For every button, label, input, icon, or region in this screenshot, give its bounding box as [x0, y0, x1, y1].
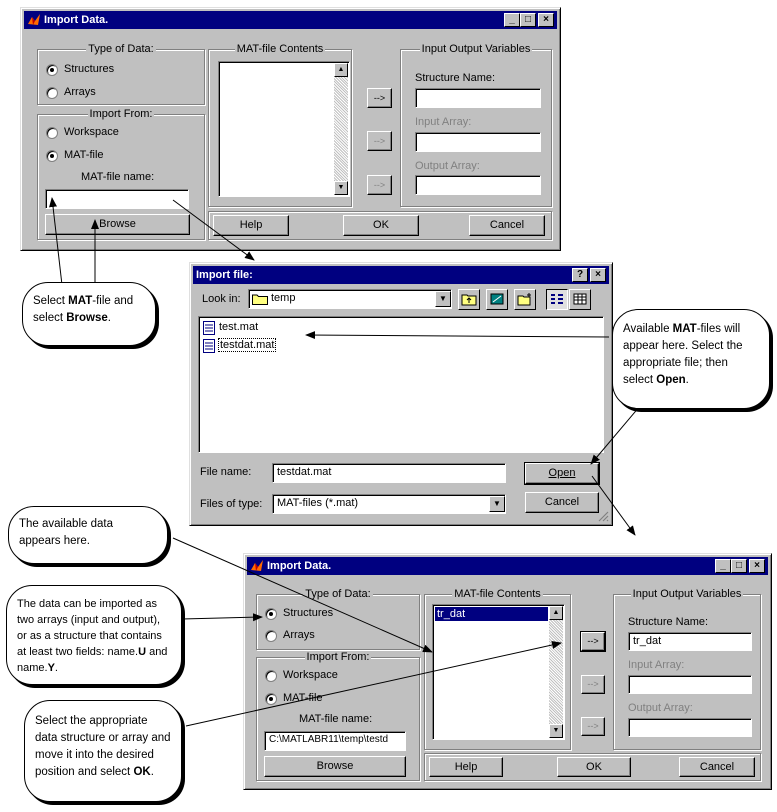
matfile-label: MAT-file [283, 692, 323, 704]
title-bar[interactable] [193, 266, 609, 284]
close-button[interactable]: × [538, 13, 554, 27]
io-variables-label: Input Output Variables [632, 588, 742, 600]
list-item[interactable] [203, 320, 283, 336]
browse-button[interactable]: Browse [264, 756, 406, 777]
matfile-name-label: MAT-file name: [81, 171, 155, 183]
import-from-label: Import From: [306, 651, 370, 663]
move-to-input-button[interactable]: --> [367, 131, 392, 151]
browse-button[interactable]: Browse [45, 214, 190, 235]
move-to-input-button[interactable]: --> [581, 675, 605, 694]
arrays-radio[interactable] [46, 87, 58, 99]
matfile-radio[interactable] [265, 693, 277, 705]
arrays-label: Arrays [283, 629, 315, 641]
import-file-dialog [189, 262, 613, 526]
io-variables-label: Input Output Variables [421, 43, 531, 55]
window-title: Import file: [196, 269, 253, 281]
type-of-data-label: Type of Data: [88, 43, 154, 55]
chevron-down-icon[interactable]: ▼ [435, 291, 451, 307]
open-button[interactable]: Open [525, 463, 599, 484]
callout-available-data: The available data appears here. [8, 506, 168, 564]
file-list[interactable] [198, 316, 604, 453]
help-button[interactable]: Help [213, 215, 289, 236]
type-of-data-group [256, 588, 420, 650]
input-array-input[interactable] [628, 675, 752, 694]
callout-select-browse: Select MAT-file and select Browse. [22, 282, 156, 346]
up-folder-icon[interactable] [458, 289, 480, 310]
structure-name-label: Structure Name: [628, 616, 709, 628]
input-array-input[interactable] [415, 132, 541, 152]
workspace-label: Workspace [64, 126, 119, 138]
matfile-label: MAT-file [64, 149, 104, 161]
structure-name-input[interactable] [415, 88, 541, 108]
move-to-output-button[interactable]: --> [367, 175, 392, 195]
help-button[interactable]: Help [429, 757, 503, 777]
folder-icon [252, 293, 268, 305]
move-to-structure-button[interactable]: --> [581, 632, 605, 651]
import-data-dialog-top [20, 7, 561, 251]
files-of-type-value: MAT-files (*.mat) [277, 497, 359, 509]
matfile-name-label: MAT-file name: [299, 713, 373, 725]
matfile-contents-list[interactable] [218, 61, 350, 197]
callout-import-as: The data can be imported as two arrays (input and output), or as a structure that contains at least two fields: name.U and name.Y. [6, 585, 182, 685]
minimize-button[interactable]: _ [504, 13, 520, 27]
file-toolbar [458, 289, 598, 310]
matfile-contents-list[interactable] [432, 604, 565, 740]
scroll-up-button[interactable]: ▲ [549, 606, 563, 620]
output-array-input[interactable] [415, 175, 541, 195]
workspace-label: Workspace [283, 669, 338, 681]
scroll-down-button[interactable]: ▼ [334, 181, 348, 195]
matfile-contents-label: MAT-file Contents [236, 43, 324, 55]
file-name-label: File name: [200, 466, 252, 478]
list-view-icon[interactable] [546, 289, 568, 310]
cancel-button[interactable]: Cancel [679, 757, 755, 777]
structures-label: Structures [283, 607, 334, 619]
workspace-radio[interactable] [265, 670, 277, 682]
maximize-button[interactable]: □ [731, 559, 747, 573]
maximize-button[interactable]: □ [520, 13, 536, 27]
matfile-contents-label: MAT-file Contents [454, 588, 541, 600]
structures-radio[interactable] [46, 64, 58, 76]
window-title: Import Data. [267, 560, 332, 572]
input-array-label: Input Array: [415, 116, 472, 128]
cancel-button[interactable]: Cancel [469, 215, 545, 236]
resize-grip-icon[interactable] [597, 510, 609, 522]
structures-radio[interactable] [265, 608, 277, 620]
type-of-data-label: Type of Data: [305, 588, 371, 600]
desktop-icon[interactable] [486, 289, 508, 310]
list-item[interactable] [203, 338, 283, 354]
file-name-input[interactable]: testdat.mat [272, 463, 506, 483]
matfile-name-input[interactable]: C:\MATLABR11\temp\testd [264, 731, 406, 751]
minimize-button[interactable]: _ [715, 559, 731, 573]
matlab-logo-icon [250, 559, 264, 573]
import-from-label: Import From: [89, 108, 153, 120]
scrollbar[interactable] [549, 606, 563, 738]
ok-button[interactable]: OK [557, 757, 631, 777]
mat-file-icon [203, 339, 215, 353]
move-to-structure-button[interactable]: --> [367, 88, 392, 108]
chevron-down-icon[interactable]: ▼ [489, 496, 505, 512]
ok-button[interactable]: OK [343, 215, 419, 236]
matlab-logo-icon [27, 13, 41, 27]
look-in-label: Look in: [202, 293, 241, 305]
files-of-type-label: Files of type: [200, 498, 263, 510]
new-folder-icon[interactable] [514, 289, 536, 310]
structures-label: Structures [64, 63, 115, 75]
structure-name-input[interactable]: tr_dat [628, 632, 752, 651]
structure-name-label: Structure Name: [415, 72, 496, 84]
output-array-label: Output Array: [628, 702, 693, 714]
arrays-label: Arrays [64, 86, 96, 98]
file-name: testdat.mat [220, 339, 275, 351]
file-name: test.mat [219, 321, 259, 333]
scroll-up-button[interactable]: ▲ [334, 63, 348, 77]
mat-file-icon [203, 321, 215, 335]
callout-select-ok: Select the appropriate data structure or array and move it into the desired position and select OK. [24, 700, 182, 802]
move-to-output-button[interactable]: --> [581, 717, 605, 736]
input-array-label: Input Array: [628, 659, 685, 671]
matfile-name-input[interactable] [45, 189, 189, 209]
workspace-radio[interactable] [46, 127, 58, 139]
callout-available-files: Available MAT-files will appear here. Select the appropriate file; then select Open. [612, 309, 770, 409]
type-of-data-group [37, 43, 205, 105]
close-button[interactable]: × [590, 268, 606, 282]
title-bar[interactable] [247, 557, 768, 575]
help-title-button[interactable]: ? [572, 268, 588, 282]
import-data-dialog-bottom [243, 553, 772, 790]
look-in-select[interactable] [248, 289, 452, 309]
files-of-type-select[interactable] [272, 494, 506, 514]
window-title: Import Data. [44, 14, 109, 26]
scroll-down-button[interactable]: ▼ [549, 724, 563, 738]
details-view-icon[interactable] [569, 289, 591, 310]
scrollbar[interactable] [334, 63, 348, 195]
title-bar[interactable] [24, 11, 557, 29]
cancel-button[interactable]: Cancel [525, 492, 599, 513]
list-item[interactable]: tr_dat [435, 607, 548, 621]
output-array-input[interactable] [628, 718, 752, 737]
look-in-value: temp [271, 292, 296, 304]
matfile-radio[interactable] [46, 150, 58, 162]
output-array-label: Output Array: [415, 160, 480, 172]
arrays-radio[interactable] [265, 630, 277, 642]
close-button[interactable]: × [749, 559, 765, 573]
